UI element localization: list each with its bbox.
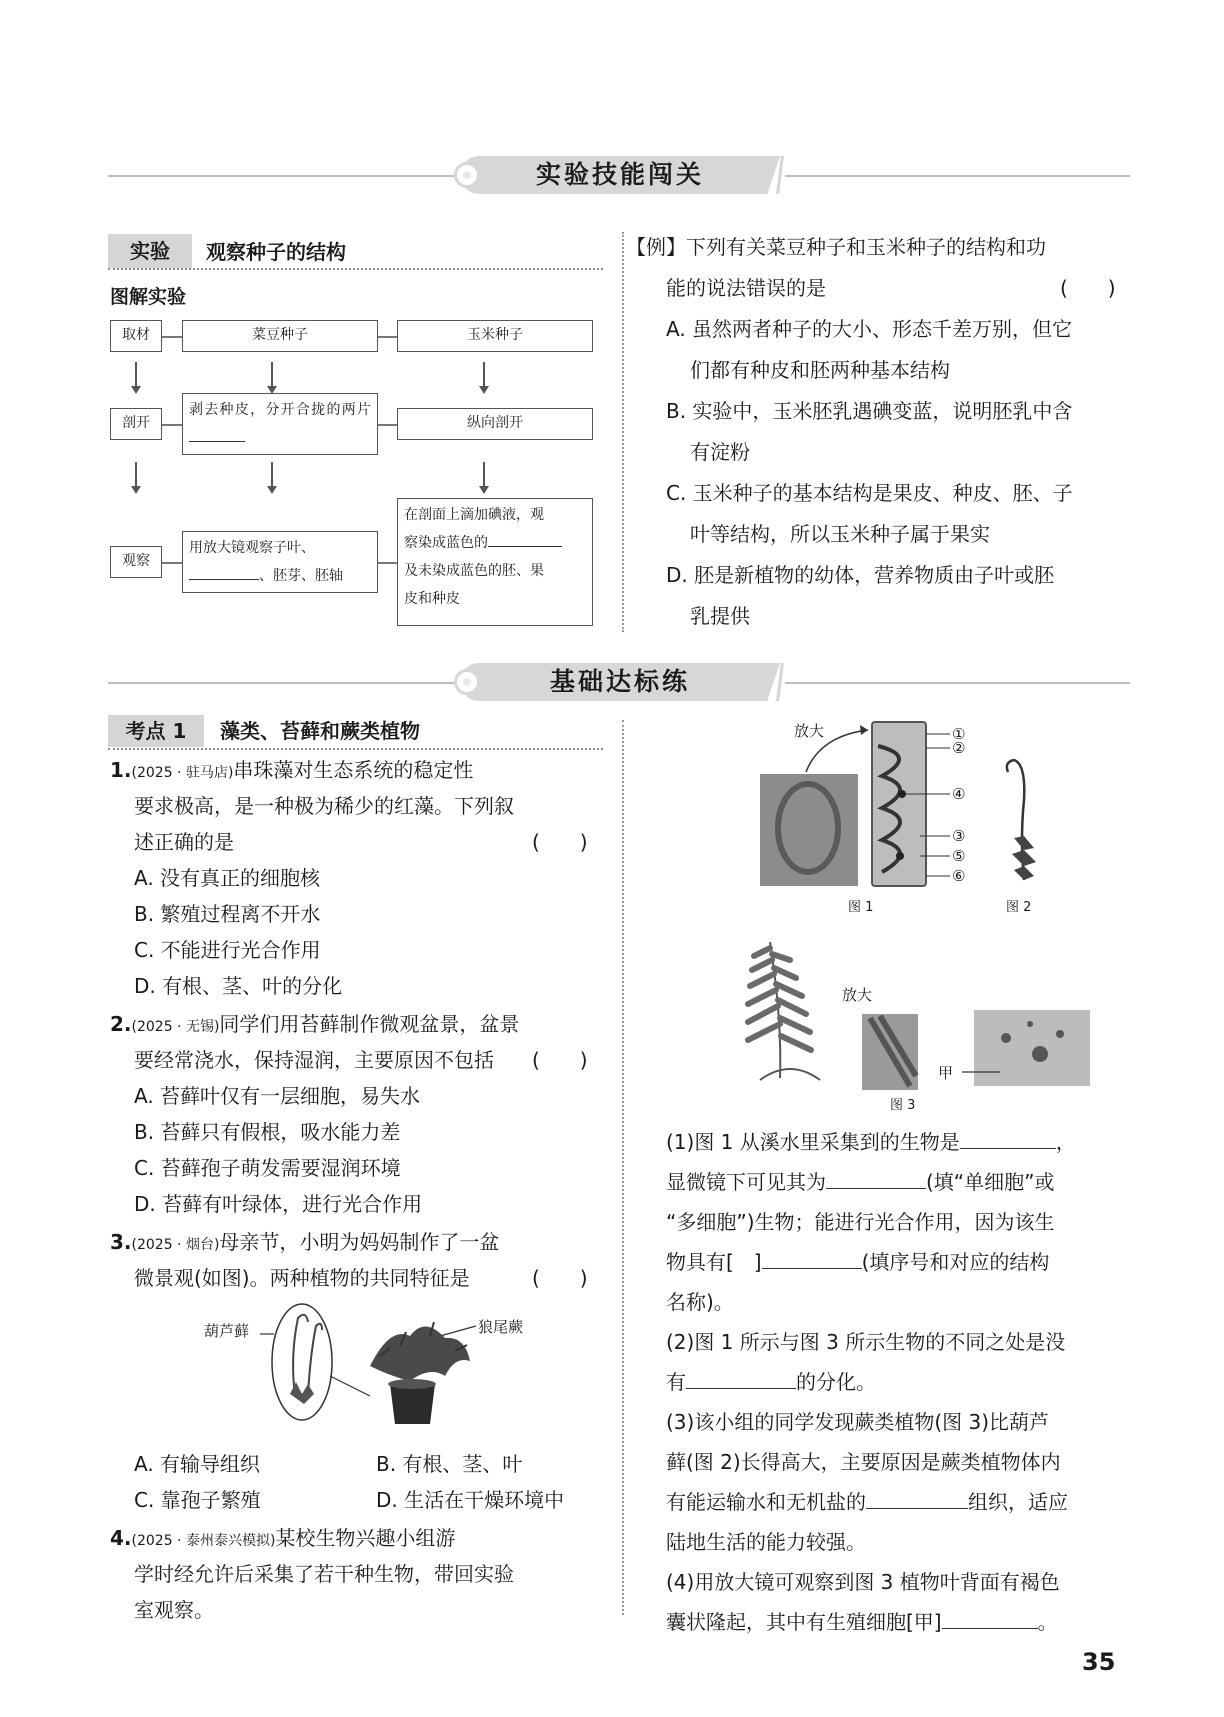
example-option: B. 实验中，玉米胚乳遇碘变蓝，说明胚乳中含 [666,399,1073,423]
column-divider [622,720,624,1615]
marker-label: ⑤ [952,847,966,865]
divider [108,268,603,270]
q4-sub-line: 囊状隆起，其中有生殖细胞[甲] 。 [666,1610,1058,1634]
q4-sub-line: (3)该小组的同学发现蕨类植物(图 3)比葫芦 [666,1410,1050,1434]
example-option: A. 虽然两者种子的大小、形态千差万别，但它 [666,317,1073,341]
q1-option[interactable]: D. 有根、茎、叶的分化 [134,974,343,998]
question-3-line: 3.(2025 · 烟台)母亲节，小明为妈妈制作了一盆 [110,1230,500,1254]
column-divider [622,232,624,632]
q4-sub-line: 藓(图 2)长得高大，主要原因是蕨类植物体内 [666,1450,1061,1474]
blank-field[interactable] [942,1608,1038,1629]
experiment-title: 观察种子的结构 [206,240,346,264]
flow-corn: 玉米种子 [397,320,593,352]
figure-2-moss [994,750,1054,890]
arrow-icon [483,362,485,392]
question-4-line: 4.(2025 · 泰州泰兴模拟)某校生物兴趣小组游 [110,1526,456,1550]
example-line: 【例】下列有关菜豆种子和玉米种子的结构和功 [626,235,1046,259]
enlarge-label: 放大 [842,986,873,1004]
q4-sub-line: “多细胞”)生物；能进行光合作用，因为该生 [666,1210,1055,1234]
divider [108,748,603,750]
figure-1-caption: 图 1 [848,900,874,915]
example-option: D. 胚是新植物的幼体，营养物质由子叶或胚 [666,563,1055,587]
blank-field[interactable] [866,1488,968,1509]
example-option: 有淀粉 [690,440,750,464]
experiment-subtitle: 图解实验 [110,286,187,308]
marker-label: ⑥ [952,867,966,885]
question-4-line: 学时经允许后采集了若干种生物，带回实验 [134,1562,514,1586]
q4-sub-line: 显微镜下可见其为 (填“单细胞”或 [666,1170,1055,1194]
kaodian-title: 藻类、苔藓和蕨类植物 [220,719,420,743]
example-option: C. 玉米种子的基本结构是果皮、种皮、胚、子 [666,481,1073,505]
q4-sub-line: (1)图 1 从溪水里采集到的生物是 ， [666,1130,1076,1154]
question-1-line: 要求极高，是一种极为稀少的红藻。下列叙 [134,794,514,818]
flow-step-take: 取材 [110,320,162,352]
section-title: 基础达标练 [549,667,690,696]
figure-2-caption: 图 2 [1006,900,1032,915]
banner-line-right [785,175,1130,177]
q3-option[interactable]: A. 有输导组织 [134,1452,261,1476]
example-line: 能的说法错误的是 [666,276,826,300]
micro-landscape-figure [260,1296,490,1426]
q1-option[interactable]: C. 不能进行光合作用 [134,938,321,962]
answer-bracket[interactable]: ( ) [532,1266,588,1290]
banner-line-left [108,175,468,177]
q2-option[interactable]: D. 苔藓有叶绿体，进行光合作用 [134,1192,423,1216]
flow-corn-observe: 在剖面上滴加碘液，观 察染成蓝色的 及未染成蓝色的胚、果 皮和种皮 [397,498,593,626]
flow-corn-cut: 纵向剖开 [397,408,593,440]
blank-field[interactable] [762,1248,862,1269]
section-title: 实验技能闯关 [535,160,704,189]
flow-bean-cut: 剥去种皮，分开合拢的两片 [182,393,378,455]
question-1-line: 1.(2025 · 驻马店)串珠藻对生态系统的稳定性 [110,758,474,782]
example-option: 叶等结构，所以玉米种子属于果实 [690,522,990,546]
q4-sub-line: 有能运输水和无机盐的 组织，适应 [666,1490,1068,1514]
q3-option[interactable]: D. 生活在干燥环境中 [376,1488,565,1512]
example-option: 们都有种皮和胚两种基本结构 [690,358,950,382]
banner-line-left [108,682,468,684]
question-2-line: 2.(2025 · 无锡)同学们用苔藓制作微观盆景，盆景 [110,1012,520,1036]
arrow-icon [271,462,273,492]
enlarge-label: 放大 [794,722,825,740]
jia-label: 甲 [938,1064,954,1082]
arrow-icon [135,362,137,392]
q4-sub-line: (2)图 1 所示与图 3 所示生物的不同之处是没 [666,1330,1066,1354]
q4-sub-line: 名称)。 [666,1290,734,1314]
q4-sub-line: 有 的分化。 [666,1370,876,1394]
flow-bean: 菜豆种子 [182,320,378,352]
blank-field[interactable] [960,1128,1056,1149]
marker-label: ④ [952,785,966,803]
answer-bracket[interactable]: ( ) [532,830,588,854]
example-option: 乳提供 [690,604,750,628]
figure-3-caption: 图 3 [890,1098,916,1113]
question-1-line: 述正确的是 [134,830,234,854]
q4-sub-line: (4)用放大镜可观察到图 3 植物叶背面有褐色 [666,1570,1060,1594]
section-banner-skills [460,156,780,194]
arrow-icon [135,462,137,492]
q1-option[interactable]: A. 没有真正的细胞核 [134,866,321,890]
q4-sub-line: 物具有[ ] (填序号和对应的结构 [666,1250,1050,1274]
blank-field[interactable] [488,532,562,547]
banner-line-right [785,682,1130,684]
figure-1 [760,716,980,892]
arrow-icon [483,462,485,492]
experiment-tag: 实验 [108,234,192,268]
blank-field[interactable] [189,565,259,580]
flow-step-cut: 剖开 [110,408,162,440]
q4-sub-line: 陆地生活的能力较强。 [666,1530,866,1554]
marker-label: ② [952,739,966,757]
q3-option[interactable]: C. 靠孢子繁殖 [134,1488,261,1512]
flow-bean-observe: 用放大镜观察子叶、 、胚芽、胚轴 [182,531,378,593]
answer-bracket[interactable]: ( ) [532,1048,588,1072]
blank-field[interactable] [826,1168,926,1189]
question-2-line: 要经常浇水，保持湿润，主要原因不包括 [134,1048,494,1072]
q2-option[interactable]: C. 苔藓孢子萌发需要湿润环境 [134,1156,401,1180]
label-fern: 狼尾蕨 [478,1318,524,1336]
q1-option[interactable]: B. 繁殖过程离不开水 [134,902,321,926]
section-banner-basics [460,663,780,701]
flow-step-observe: 观察 [110,546,162,578]
page-number: 35 [1082,1648,1116,1676]
question-4-line: 室观察。 [134,1598,214,1622]
q2-option[interactable]: B. 苔藓只有假根，吸水能力差 [134,1120,401,1144]
figure-3-fern [730,938,1100,1090]
blank-field[interactable] [686,1368,796,1389]
kaodian-tag: 考点 1 [108,715,204,747]
q2-option[interactable]: A. 苔藓叶仅有一层细胞，易失水 [134,1084,421,1108]
question-3-line: 微景观(如图)。两种植物的共同特征是 [134,1266,470,1290]
q3-option[interactable]: B. 有根、茎、叶 [376,1452,523,1476]
answer-bracket[interactable]: ( ) [1060,276,1116,300]
blank-field[interactable] [189,427,245,442]
arrow-icon [271,362,273,392]
label-moss: 葫芦藓 [204,1322,250,1340]
marker-label: ③ [952,827,966,845]
marker-label: ① [952,725,966,743]
